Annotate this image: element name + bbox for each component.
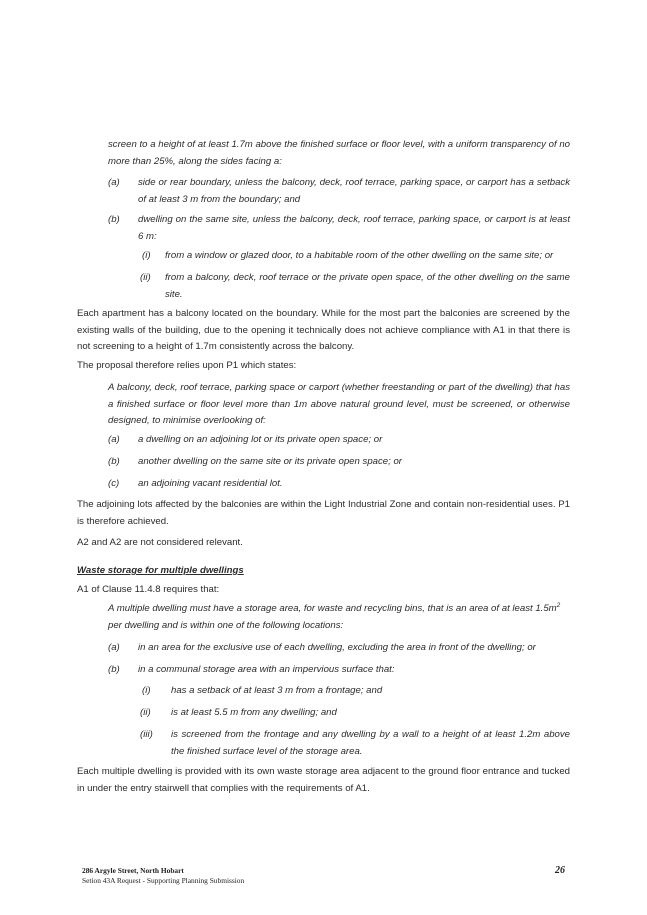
waste-quote-superscript: 2 [556, 601, 561, 609]
intro-item-b-text: dwelling on the same site, unless the balcony, deck, roof terrace, parking space, or carport is at least 6 m: [138, 214, 570, 242]
waste-subitem-i-text: has a setback of at least 3 m from a frontage; and [171, 685, 383, 696]
waste-quote-main: A multiple dwelling must have a storage area, for waste and recycling bins, that is an area of at least 1.5m [108, 603, 557, 614]
waste-quote-tail: per dwelling and is within one of the following locations: [108, 619, 344, 631]
waste-item-b-num: (b) [108, 664, 120, 675]
p1-item-c-num: (c) [108, 478, 120, 489]
footer-address: 286 Argyle Street, North Hobart [82, 866, 184, 875]
waste-item-a-text: in an area for the exclusive use of each dwelling, excluding the area in front of the dwelling; or [138, 642, 536, 653]
waste-subitem-i-num: (i) [142, 685, 151, 696]
relies-paragraph: The proposal therefore relies upon P1 which states: [77, 360, 297, 371]
waste-subitem-ii-text: is at least 5.5 m from any dwelling; and [171, 707, 337, 718]
a2-paragraph: A2 and A2 are not considered relevant. [77, 537, 243, 548]
intro-subitem-i-num: (i) [142, 250, 151, 261]
p1-quote: A balcony, deck, roof terrace, parking space or carport (whether freestanding or part of the dwelling) that has a finished surface or floor level more than 1m above natural ground level, must be screened, or otherwise designed, to minimise overlooking of: [108, 382, 570, 426]
adjoining-paragraph: The adjoining lots affected by the balconies are within the Light Industrial Zone and contain non-residential uses. P1 is therefore achieved. [77, 499, 570, 527]
intro-subitem-ii-num: (ii) [140, 272, 151, 283]
waste-item-b-text: in a communal storage area with an impervious surface that: [138, 664, 395, 675]
waste-quote [108, 601, 570, 634]
waste-storage-heading: Waste storage for multiple dwellings [77, 565, 244, 576]
balcony-paragraph: Each apartment has a balcony located on the boundary. While for the most part the balconies are screened by the existing walls of the building, due to the opening it technically does not achieve compliance with A1 in that there is not screening to a height of 1.7m consistently across the balcony. [77, 308, 570, 352]
p1-item-b-text: another dwelling on the same site or its private open space; or [138, 456, 402, 467]
waste-subitem-ii-num: (ii) [140, 707, 151, 718]
waste-subitem-iii-num: (iii) [140, 729, 153, 740]
intro-subitem-ii-text: from a balcony, deck, roof terrace or the private open space, of the other dwelling on the same site. [165, 272, 570, 300]
waste-subitem-iii-text: is screened from the frontage and any dwelling by a wall to a height of at least 1.2m above the finished surface level of the storage area. [171, 729, 570, 757]
p1-item-c-text: an adjoining vacant residential lot. [138, 478, 283, 489]
p1-item-b-num: (b) [108, 456, 120, 467]
waste-item-a-num: (a) [108, 642, 120, 653]
p1-item-a-text: a dwelling on an adjoining lot or its private open space; or [138, 434, 383, 445]
intro-subitem-i-text: from a window or glazed door, to a habitable room of the other dwelling on the same site; or [165, 250, 554, 261]
footer-subtitle: Setion 43A Request - Supporting Planning Submission [82, 876, 245, 885]
intro-item-a-num: (a) [108, 177, 120, 188]
footer-info [82, 866, 244, 886]
intro-item-a-text: side or rear boundary, unless the balcony, deck, roof terrace, parking space, or carport has a setback of at least 3 m from the boundary; and [138, 177, 570, 205]
intro-quote: screen to a height of at least 1.7m above the finished surface or floor level, with a uniform transparency of no more than 25%, along the sides facing a: [108, 139, 570, 167]
clause-paragraph: A1 of Clause 11.4.8 requires that: [77, 584, 220, 595]
p1-item-a-num: (a) [108, 434, 120, 445]
page-number: 26 [555, 865, 565, 876]
final-paragraph: Each multiple dwelling is provided with its own waste storage area adjacent to the ground floor entrance and tucked in under the entry stairwell that complies with the requirements of A1. [77, 766, 570, 794]
intro-item-b-num: (b) [108, 214, 120, 225]
